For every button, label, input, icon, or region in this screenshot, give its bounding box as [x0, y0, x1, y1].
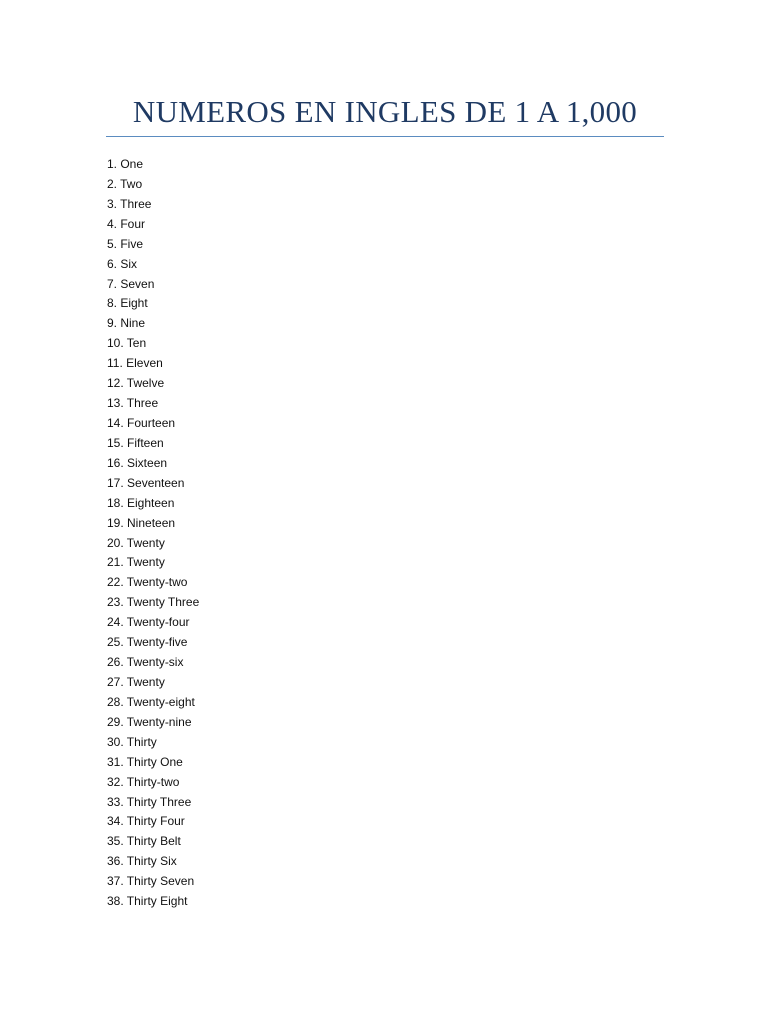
- list-item: 1. One: [107, 157, 144, 171]
- list-item: 3. Three: [107, 196, 152, 211]
- number-list: [107, 155, 199, 912]
- list-item: 15. Fifteen: [107, 435, 164, 450]
- list-item: 19. Nineteen: [107, 515, 176, 530]
- list-item: 8. Eight: [107, 296, 148, 311]
- list-item: 36. Thirty Six: [107, 854, 177, 869]
- list-item: 26. Twenty-six: [107, 655, 184, 670]
- list-item: 21. Twenty: [107, 555, 165, 570]
- list-item: 7. Seven: [107, 276, 155, 291]
- list-item: 23. Twenty Three: [107, 595, 200, 610]
- title-underline: [106, 136, 664, 137]
- list-item: 10. Ten: [107, 336, 147, 351]
- list-item: 17. Seventeen: [107, 475, 185, 490]
- list-item: 34. Thirty Four: [107, 814, 185, 829]
- list-item: 13. Three: [107, 396, 159, 411]
- list-item: 25. Twenty-five: [107, 635, 188, 650]
- list-item: 12. Twelve: [107, 376, 165, 391]
- list-item: 5. Five: [107, 236, 144, 251]
- list-item: 29. Twenty-nine: [107, 714, 192, 729]
- list-item: 11. Eleven: [107, 356, 163, 371]
- list-item: 18. Eighteen: [107, 495, 175, 510]
- list-item: 14. Fourteen: [107, 415, 176, 430]
- list-item: 6. Six: [107, 256, 138, 271]
- page-title: NUMEROS EN INGLES DE 1 A 1,000: [132, 94, 638, 129]
- list-item: 4. Four: [107, 216, 146, 231]
- list-item: 37. Thirty Seven: [107, 874, 195, 889]
- list-item: 2. Two: [107, 176, 143, 191]
- list-item: 24. Twenty-four: [107, 615, 190, 630]
- list-item: 27. Twenty: [107, 674, 165, 689]
- list-item: 28. Twenty-eight: [107, 694, 195, 709]
- list-item: 32. Thirty-two: [107, 774, 180, 789]
- list-item: 20. Twenty: [107, 535, 165, 550]
- list-item: 35. Thirty Belt: [107, 834, 181, 849]
- list-item: 38. Thirty Eight: [107, 894, 188, 909]
- list-item: 22. Twenty-two: [107, 575, 188, 590]
- list-item: 9. Nine: [107, 316, 146, 331]
- list-item: 31. Thirty One: [107, 754, 183, 769]
- list-item: 30. Thirty: [107, 734, 157, 749]
- list-item: 33. Thirty Three: [107, 794, 192, 809]
- list-item: 16. Sixteen: [107, 455, 168, 470]
